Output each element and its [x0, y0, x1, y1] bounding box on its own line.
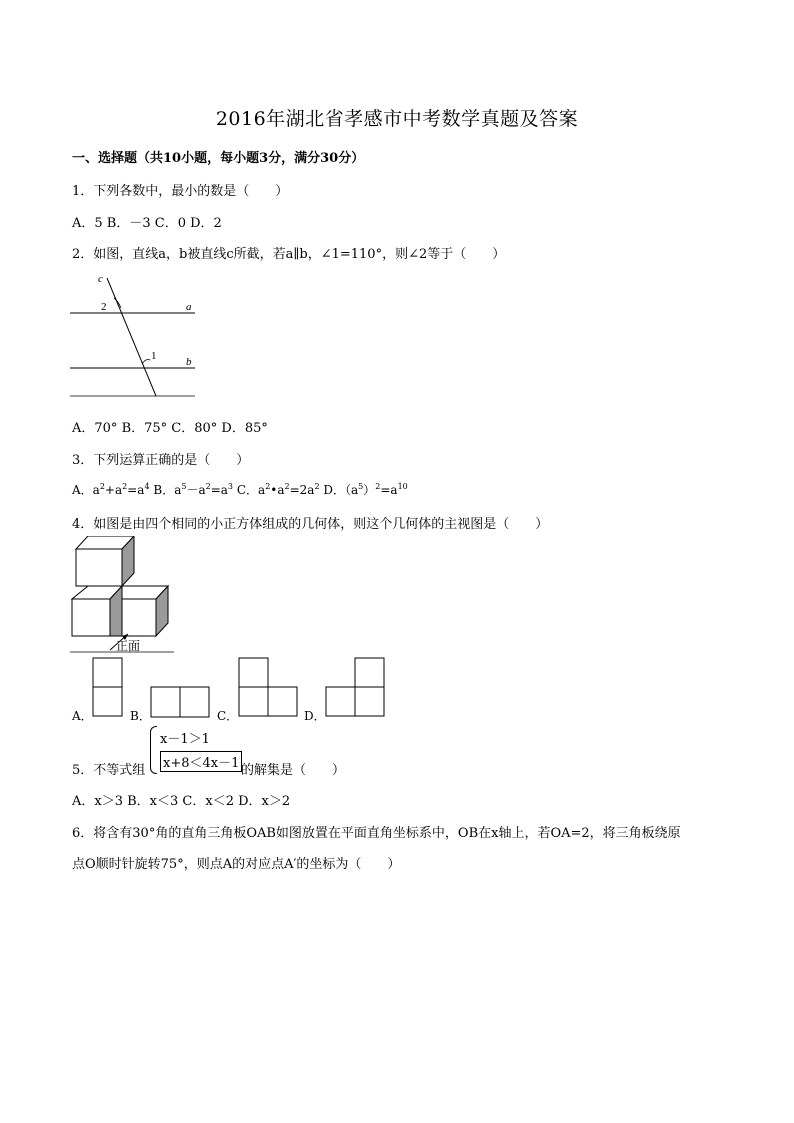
line-c [107, 278, 156, 396]
q1-stem: 1．下列各数中，最小的数是（ ） [72, 184, 289, 199]
angle-1-arc [142, 360, 150, 365]
q4-option-a-label: A． [72, 709, 93, 723]
q2-parallel-lines-figure [70, 268, 200, 402]
q4-option-c-figure[interactable] [238, 657, 300, 719]
label-angle-1: 1 [151, 350, 157, 362]
q4-option-d-label: D． [304, 709, 326, 723]
brace-icon [150, 726, 157, 774]
label-a: a [186, 301, 192, 313]
q4-option-a-figure[interactable] [92, 657, 124, 719]
q6-stem-line1: 6．将含有30°角的直角三角板OAB如图放置在平面直角坐标系中，OB在x轴上，若OA=2，将三角板绕原 [72, 826, 681, 841]
q4-option-b-label: B． [130, 709, 151, 723]
page-title: 2016年湖北省孝感市中考数学真题及答案 [215, 108, 579, 130]
q3-options: A．$a^2+a^2=a^4$ B．$a^5-a^2=a^3$ C．$a^2•a^2=2a^2$ D．$(a^5)^2=a^{10}$ [72, 482, 408, 497]
q2-options: A．70° B．75° C．80° D．85° [72, 421, 268, 436]
q4-stem: 4．如图是由四个相同的小正方体组成的几何体，则这个几何体的主视图是（ ） [72, 517, 549, 532]
label-c: c [98, 273, 103, 285]
q4-option-b-figure[interactable] [150, 686, 212, 719]
label-b: b [186, 356, 192, 368]
q5-inequality-system [150, 726, 250, 774]
q4-option-c-label: C． [217, 709, 239, 723]
q6-stem-line2: 点O顺时针旋转75°，则点A的对应点A′的坐标为（ ） [72, 857, 401, 872]
q5-inequality-1: x－1＞1 [160, 732, 210, 747]
q5-stem-suffix: 的解集是（ ） [241, 763, 346, 778]
front-label: 正面 [116, 639, 141, 653]
q5-inequality-2: x+8＜4x－1 [160, 751, 242, 772]
q3-stem: 3．下列运算正确的是（ ） [72, 453, 250, 468]
q1-options: A．5 B．－3 C．0 D．2 [72, 216, 222, 231]
q4-cubes-figure [70, 536, 180, 654]
q5-stem-prefix: 5．不等式组 [72, 763, 146, 778]
q5-options: A．x＞3 B．x＜3 C．x＜2 D．x＞2 [72, 794, 291, 809]
section-heading: 一、选择题（共10小题，每小题3分，满分30分） [72, 151, 365, 166]
q4-option-d-figure[interactable] [325, 657, 387, 719]
label-angle-2: 2 [101, 301, 107, 313]
q2-stem: 2．如图，直线a，b被直线c所截，若a∥b，∠1=110°，则∠2等于（ ） [72, 247, 506, 262]
